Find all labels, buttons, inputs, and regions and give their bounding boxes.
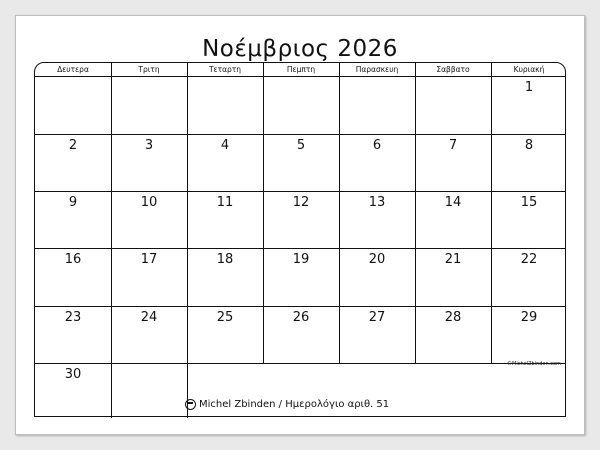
day-number: 17 bbox=[140, 252, 158, 267]
weekday-label: Πεμπτη bbox=[286, 65, 316, 74]
footer-credit bbox=[185, 399, 389, 410]
day-number: 20 bbox=[368, 252, 386, 267]
day-number: 5 bbox=[296, 138, 306, 153]
day-number: 29 bbox=[520, 310, 538, 325]
weekday-label: Δευτερα bbox=[57, 65, 89, 74]
day-number: 23 bbox=[64, 310, 82, 325]
column-divider bbox=[339, 63, 340, 363]
day-number: 21 bbox=[444, 252, 462, 267]
day-number: 2 bbox=[68, 138, 78, 153]
day-number: 8 bbox=[524, 138, 534, 153]
smiley-face-icon bbox=[185, 399, 196, 410]
day-number: 26 bbox=[292, 310, 310, 325]
day-number: 28 bbox=[444, 310, 462, 325]
day-number: 3 bbox=[144, 138, 154, 153]
column-divider bbox=[263, 63, 264, 363]
day-number: 7 bbox=[448, 138, 458, 153]
day-number: 4 bbox=[220, 138, 230, 153]
day-number: 19 bbox=[292, 252, 310, 267]
day-number: 13 bbox=[368, 195, 386, 210]
weekday-label: Παρασκευη bbox=[355, 65, 399, 74]
credit-text: Michel Zbinden / Ημερολόγιο αριθ. 51 bbox=[199, 399, 390, 410]
day-number: 10 bbox=[140, 195, 158, 210]
column-divider bbox=[111, 63, 112, 418]
day-number: 14 bbox=[444, 195, 462, 210]
copyright-text: ©MichelZbinden.com bbox=[507, 361, 561, 367]
calendar-grid bbox=[34, 62, 566, 417]
day-number: 11 bbox=[216, 195, 234, 210]
weekday-label: Κυριακή bbox=[513, 65, 545, 74]
day-number: 18 bbox=[216, 252, 234, 267]
day-number: 30 bbox=[64, 367, 82, 382]
day-number: 6 bbox=[372, 138, 382, 153]
day-number: 24 bbox=[140, 310, 158, 325]
row-divider bbox=[35, 363, 565, 364]
column-divider bbox=[491, 63, 492, 363]
day-number: 1 bbox=[524, 80, 534, 95]
column-divider bbox=[187, 63, 188, 418]
day-number: 9 bbox=[68, 195, 78, 210]
day-number: 12 bbox=[292, 195, 310, 210]
row-divider bbox=[35, 306, 565, 307]
page-title: Νοέμβριος 2026 bbox=[202, 36, 398, 62]
weekday-label: Σαββατο bbox=[436, 65, 470, 74]
day-number: 27 bbox=[368, 310, 386, 325]
day-number: 25 bbox=[216, 310, 234, 325]
row-divider bbox=[35, 134, 565, 135]
column-divider bbox=[415, 63, 416, 363]
day-number: 16 bbox=[64, 252, 82, 267]
row-divider bbox=[35, 248, 565, 249]
day-number: 22 bbox=[520, 252, 538, 267]
weekday-label: Τεταρτη bbox=[208, 65, 242, 74]
row-divider bbox=[35, 191, 565, 192]
day-number: 15 bbox=[520, 195, 538, 210]
weekday-label: Τριτη bbox=[138, 65, 160, 74]
